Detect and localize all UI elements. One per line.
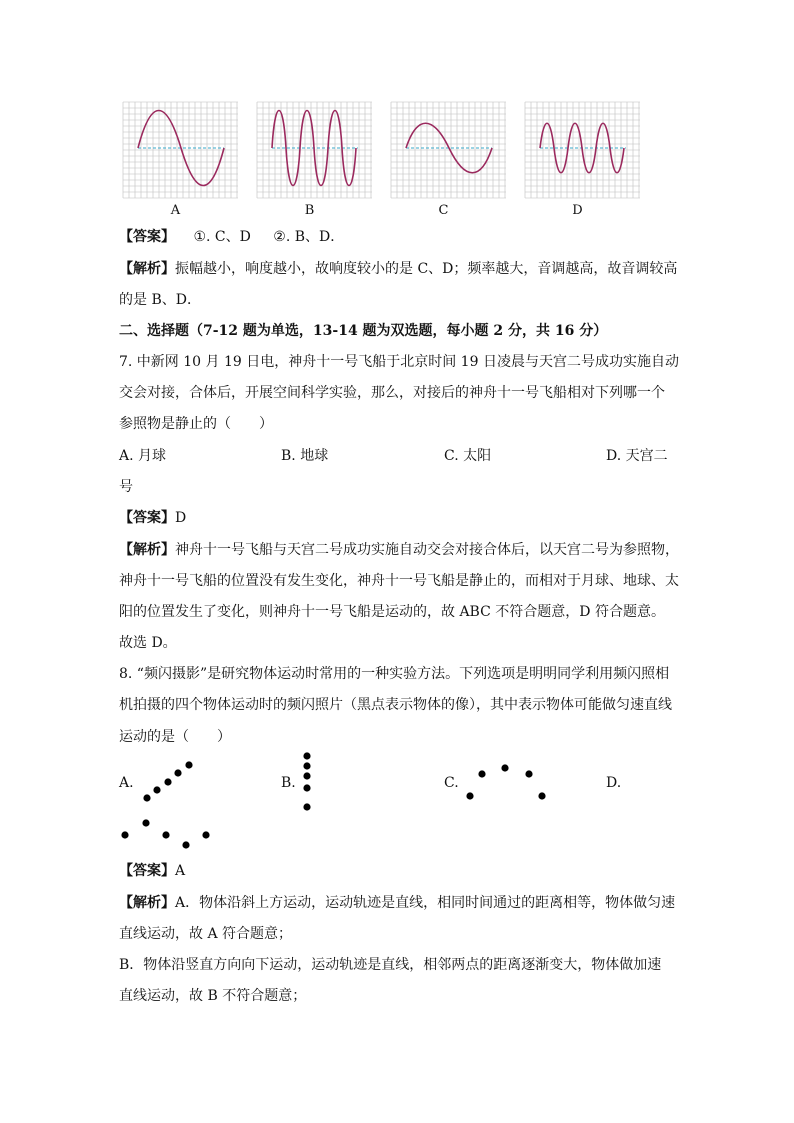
dots-option-b bbox=[303, 752, 310, 810]
wave-label-b: B bbox=[304, 203, 315, 218]
answer-tag: 【答案】 bbox=[119, 510, 175, 526]
analysis-tag: 【解析】 bbox=[119, 895, 175, 911]
q7-analysis-line-3: 阳的位置发生了变化，则神舟十一号飞船是运动的，故 ABC 不符合题意，D 符合题意。 bbox=[119, 604, 665, 620]
q8-stem-line-3: 运动的是（ ） bbox=[119, 729, 231, 745]
q7-stem-line-1: 7. 中新网 10 月 19 日电，神舟十一号飞船于北京时间 19 日凌晨与天宫二号成功实施自动 bbox=[119, 354, 679, 370]
q7-option-d-continued: 号 bbox=[119, 479, 133, 495]
q8-answer: A bbox=[175, 863, 186, 879]
answer-tag: 【答案】 bbox=[119, 229, 175, 245]
q8-option-b: B. bbox=[281, 775, 296, 791]
q6-analysis-line-1: 【解析】振幅越小，响度越小，故响度较小的是 C、D；频率越大，音调越高，故音调较高 bbox=[119, 261, 678, 277]
q7-option-b: B. 地球 bbox=[281, 448, 329, 464]
q8-option-c: C. bbox=[444, 775, 459, 791]
q7-option-d: D. 天宫二 bbox=[606, 448, 668, 464]
wave-label-a: A bbox=[170, 203, 181, 218]
q7-stem-line-3: 参照物是静止的（ ） bbox=[119, 416, 273, 432]
analysis-tag: 【解析】 bbox=[119, 261, 175, 277]
q7-analysis-line-4: 故选 D。 bbox=[119, 635, 177, 651]
q7-stem-line-2: 交会对接，合体后，开展空间科学实验，那么，对接后的神舟十一号飞船相对下列哪一个 bbox=[119, 385, 665, 401]
q8-analysis-line-1: 【解析】A．物体沿斜上方运动，运动轨迹是直线，相同时间通过的距离相等，物体做匀速 bbox=[119, 895, 676, 911]
q7-option-a: A. 月球 bbox=[119, 448, 167, 464]
answer-tag: 【答案】 bbox=[119, 863, 175, 879]
wave-label-d: D bbox=[572, 203, 583, 218]
q7-option-c: C. 太阳 bbox=[444, 448, 492, 464]
q7-analysis-line-1: 【解析】神舟十一号飞船与天宫二号成功实施自动交会对接合体后，以天宫二号为参照物， bbox=[119, 542, 679, 558]
dots-option-c bbox=[466, 764, 545, 799]
q8-analysis-line-4: 直线运动，故 B 不符合题意； bbox=[119, 988, 307, 1004]
q6-analysis-line-2: 的是 B、D． bbox=[119, 292, 201, 308]
q6-answer-1: ①. C、D bbox=[193, 229, 251, 245]
wave-label-c: C bbox=[438, 203, 449, 218]
q7-answer: D bbox=[175, 510, 187, 526]
q8-stem-line-1: 8. “频闪摄影”是研究物体运动时常用的一种实验方法。下列选项是明明同学利用频闪照相 bbox=[119, 666, 670, 682]
dots-option-a bbox=[143, 761, 192, 801]
q8-option-a: A. bbox=[119, 775, 134, 791]
q8-stem-line-2: 机拍摄的四个物体运动时的频闪照片（黑点表示物体的像），其中表示物体可能做匀速直线 bbox=[119, 697, 672, 713]
q8-analysis-line-3: B．物体沿竖直方向向下运动，运动轨迹是直线，相邻两点的距离逐渐变大，物体做加速 bbox=[119, 957, 662, 973]
q8-analysis-line-2: 直线运动，故 A 符合题意； bbox=[119, 926, 293, 942]
q8-answer-line bbox=[119, 861, 185, 881]
dots-option-d bbox=[121, 819, 209, 848]
q7-analysis-line-2: 神舟十一号飞船的位置没有发生变化，神舟十一号飞船是静止的，而相对于月球、地球、太 bbox=[119, 573, 679, 589]
q6-answer-2: ②. B、D． bbox=[273, 229, 345, 245]
analysis-tag: 【解析】 bbox=[119, 542, 175, 558]
q8-option-d: D. bbox=[606, 775, 622, 791]
section-title: 二、选择题（7-12 题为单选，13-14 题为双选题，每小题 2 分，共 16 分） bbox=[119, 323, 608, 339]
